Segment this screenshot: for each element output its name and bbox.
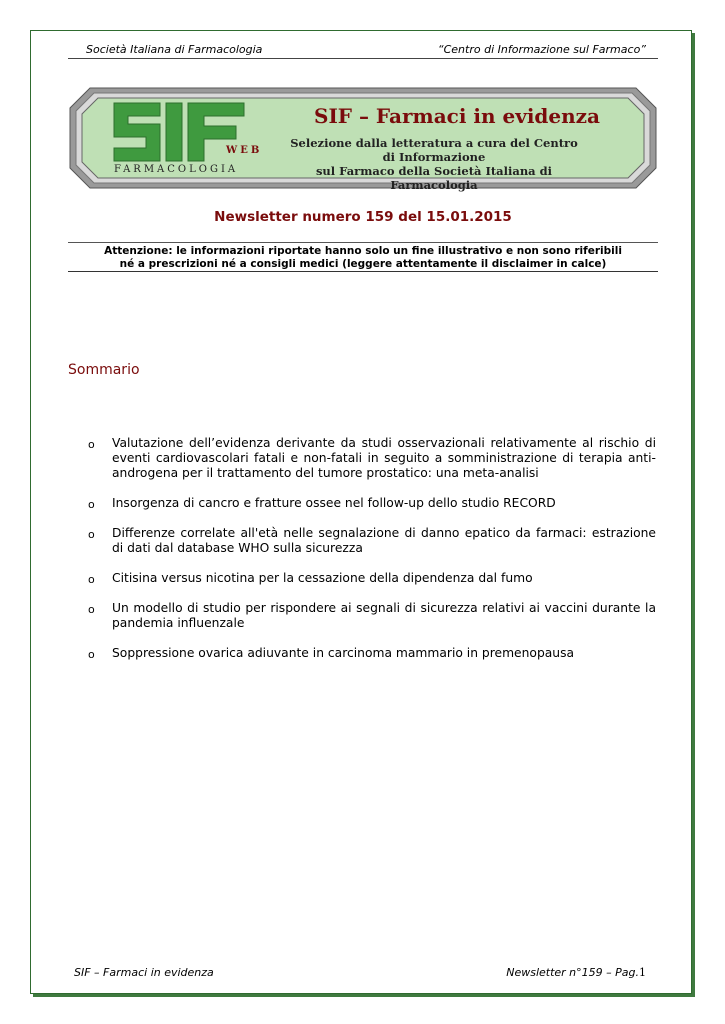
footer-page-number: 1 (639, 966, 646, 979)
page-header (68, 43, 658, 59)
header-society: Società Italiana di Farmacologia (86, 43, 263, 56)
logo-web-text: WEB (226, 145, 263, 156)
bullet-icon: o (88, 573, 95, 586)
header-center: “Centro di Informazione sul Farmaco” (437, 43, 646, 56)
bullet-icon: o (88, 528, 95, 541)
summary-item (88, 496, 656, 511)
banner-subtitle (284, 136, 584, 192)
summary-item (88, 601, 656, 631)
newsletter-title: Newsletter numero 159 del 15.01.2015 (214, 209, 512, 225)
banner-title: SIF – Farmaci in evidenza (314, 104, 600, 128)
logo-farmacologia-text: FARMACOLOGIA (114, 164, 239, 175)
sif-banner (68, 86, 658, 190)
sommario-heading: Sommario (68, 362, 140, 378)
bullet-icon: o (88, 648, 95, 661)
bullet-icon: o (88, 603, 95, 616)
summary-list (88, 436, 656, 676)
summary-item-text: Valutazione dell’evidenza derivante da studi osservazionali relativamente al rischio di eventi cardiovascolari fatali e non-fatali in seguito a somministrazione di terapia anti-androgena per il trattamento del tumore prostatico: una meta-analisi (112, 436, 656, 480)
summary-item-text: Insorgenza di cancro e fratture ossee nel follow-up dello studio RECORD (112, 496, 556, 510)
summary-item (88, 436, 656, 481)
summary-item (88, 646, 656, 661)
warning-line1: Attenzione: le informazioni riportate hanno solo un fine illustrativo e non sono riferibili (104, 245, 622, 257)
banner-subtitle-line1: Selezione dalla letteratura a cura del Centro di Informazione (290, 136, 578, 164)
summary-item (88, 526, 656, 556)
summary-item-text: Differenze correlate all'età nelle segnalazione di danno epatico da farmaci: estrazione di dati dal database WHO sulla sicurezza (112, 526, 656, 555)
footer-page-info (506, 966, 646, 979)
summary-item (88, 571, 656, 586)
footer-newsletter-number: Newsletter n°159 – Pag. (506, 966, 639, 979)
banner-subtitle-line2: sul Farmaco della Società Italiana di Farmacologia (315, 164, 553, 192)
footer-publication: SIF – Farmaci in evidenza (74, 966, 214, 979)
disclaimer-warning (68, 242, 658, 272)
bullet-icon: o (88, 498, 95, 511)
bullet-icon: o (88, 438, 95, 451)
warning-line2: né a prescrizioni né a consigli medici (leggere attentamente il disclaimer in calce) (119, 258, 607, 270)
summary-item-text: Soppressione ovarica adiuvante in carcinoma mammario in premenopausa (112, 646, 575, 660)
summary-item-text: Un modello di studio per rispondere ai segnali di sicurezza relativi ai vaccini durante la pandemia influenzale (112, 601, 656, 630)
summary-item-text: Citisina versus nicotina per la cessazione della dipendenza dal fumo (112, 571, 533, 585)
